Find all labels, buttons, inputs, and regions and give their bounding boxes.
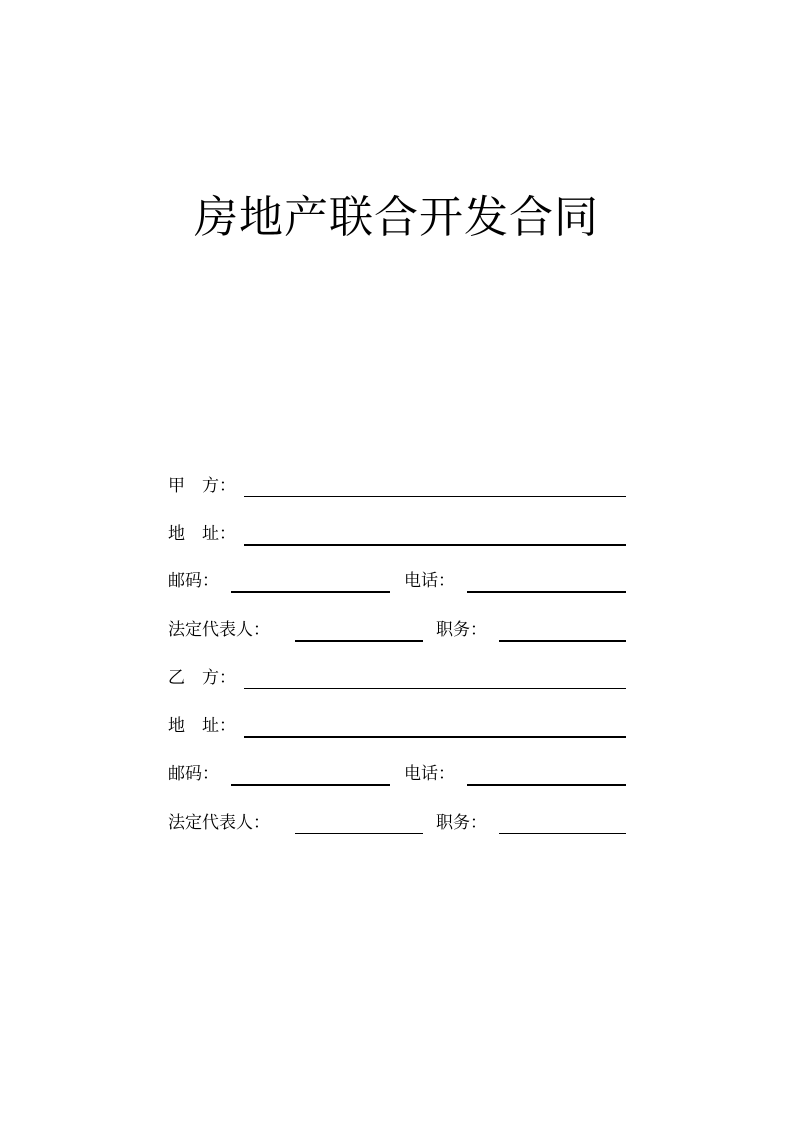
party-b-address-label: 地 址： xyxy=(168,716,236,736)
party-b-row xyxy=(168,667,628,691)
party-b-legal-rep-row xyxy=(168,812,628,836)
party-a-address-row xyxy=(168,523,628,547)
party-a-legal-rep-label: 法定代表人： xyxy=(168,620,270,640)
party-b-postcode-label: 邮码： xyxy=(168,764,219,784)
party-a-phone-label: 电话： xyxy=(404,571,455,591)
party-a-phone-field[interactable] xyxy=(467,591,626,593)
party-a-address-field[interactable] xyxy=(244,544,626,546)
party-b-legal-rep-label: 法定代表人： xyxy=(168,813,270,833)
party-a-postcode-label: 邮码： xyxy=(168,571,219,591)
party-a-postcode-field[interactable] xyxy=(231,591,390,593)
party-a-position-label: 职务： xyxy=(436,620,487,640)
party-a-address-label: 地 址： xyxy=(168,524,236,544)
party-a-legal-rep-field[interactable] xyxy=(295,640,423,642)
party-a-contact-row xyxy=(168,570,628,594)
party-b-postcode-field[interactable] xyxy=(231,784,390,786)
party-b-position-field[interactable] xyxy=(499,833,626,834)
party-a-position-field[interactable] xyxy=(499,640,626,642)
party-b-name-field[interactable] xyxy=(244,688,626,689)
party-a-label: 甲 方： xyxy=(168,476,236,496)
party-b-address-field[interactable] xyxy=(244,736,626,738)
party-a-row xyxy=(168,475,628,499)
party-b-label: 乙 方： xyxy=(168,668,236,688)
party-b-legal-rep-field[interactable] xyxy=(295,833,423,834)
party-b-contact-row xyxy=(168,763,628,787)
party-a-name-field[interactable] xyxy=(244,496,626,497)
party-a-legal-rep-row xyxy=(168,619,628,643)
party-b-position-label: 职务： xyxy=(436,813,487,833)
party-b-phone-field[interactable] xyxy=(467,784,626,786)
party-b-phone-label: 电话： xyxy=(404,764,455,784)
party-b-address-row xyxy=(168,715,628,739)
document-title: 房地产联合开发合同 xyxy=(194,192,599,243)
